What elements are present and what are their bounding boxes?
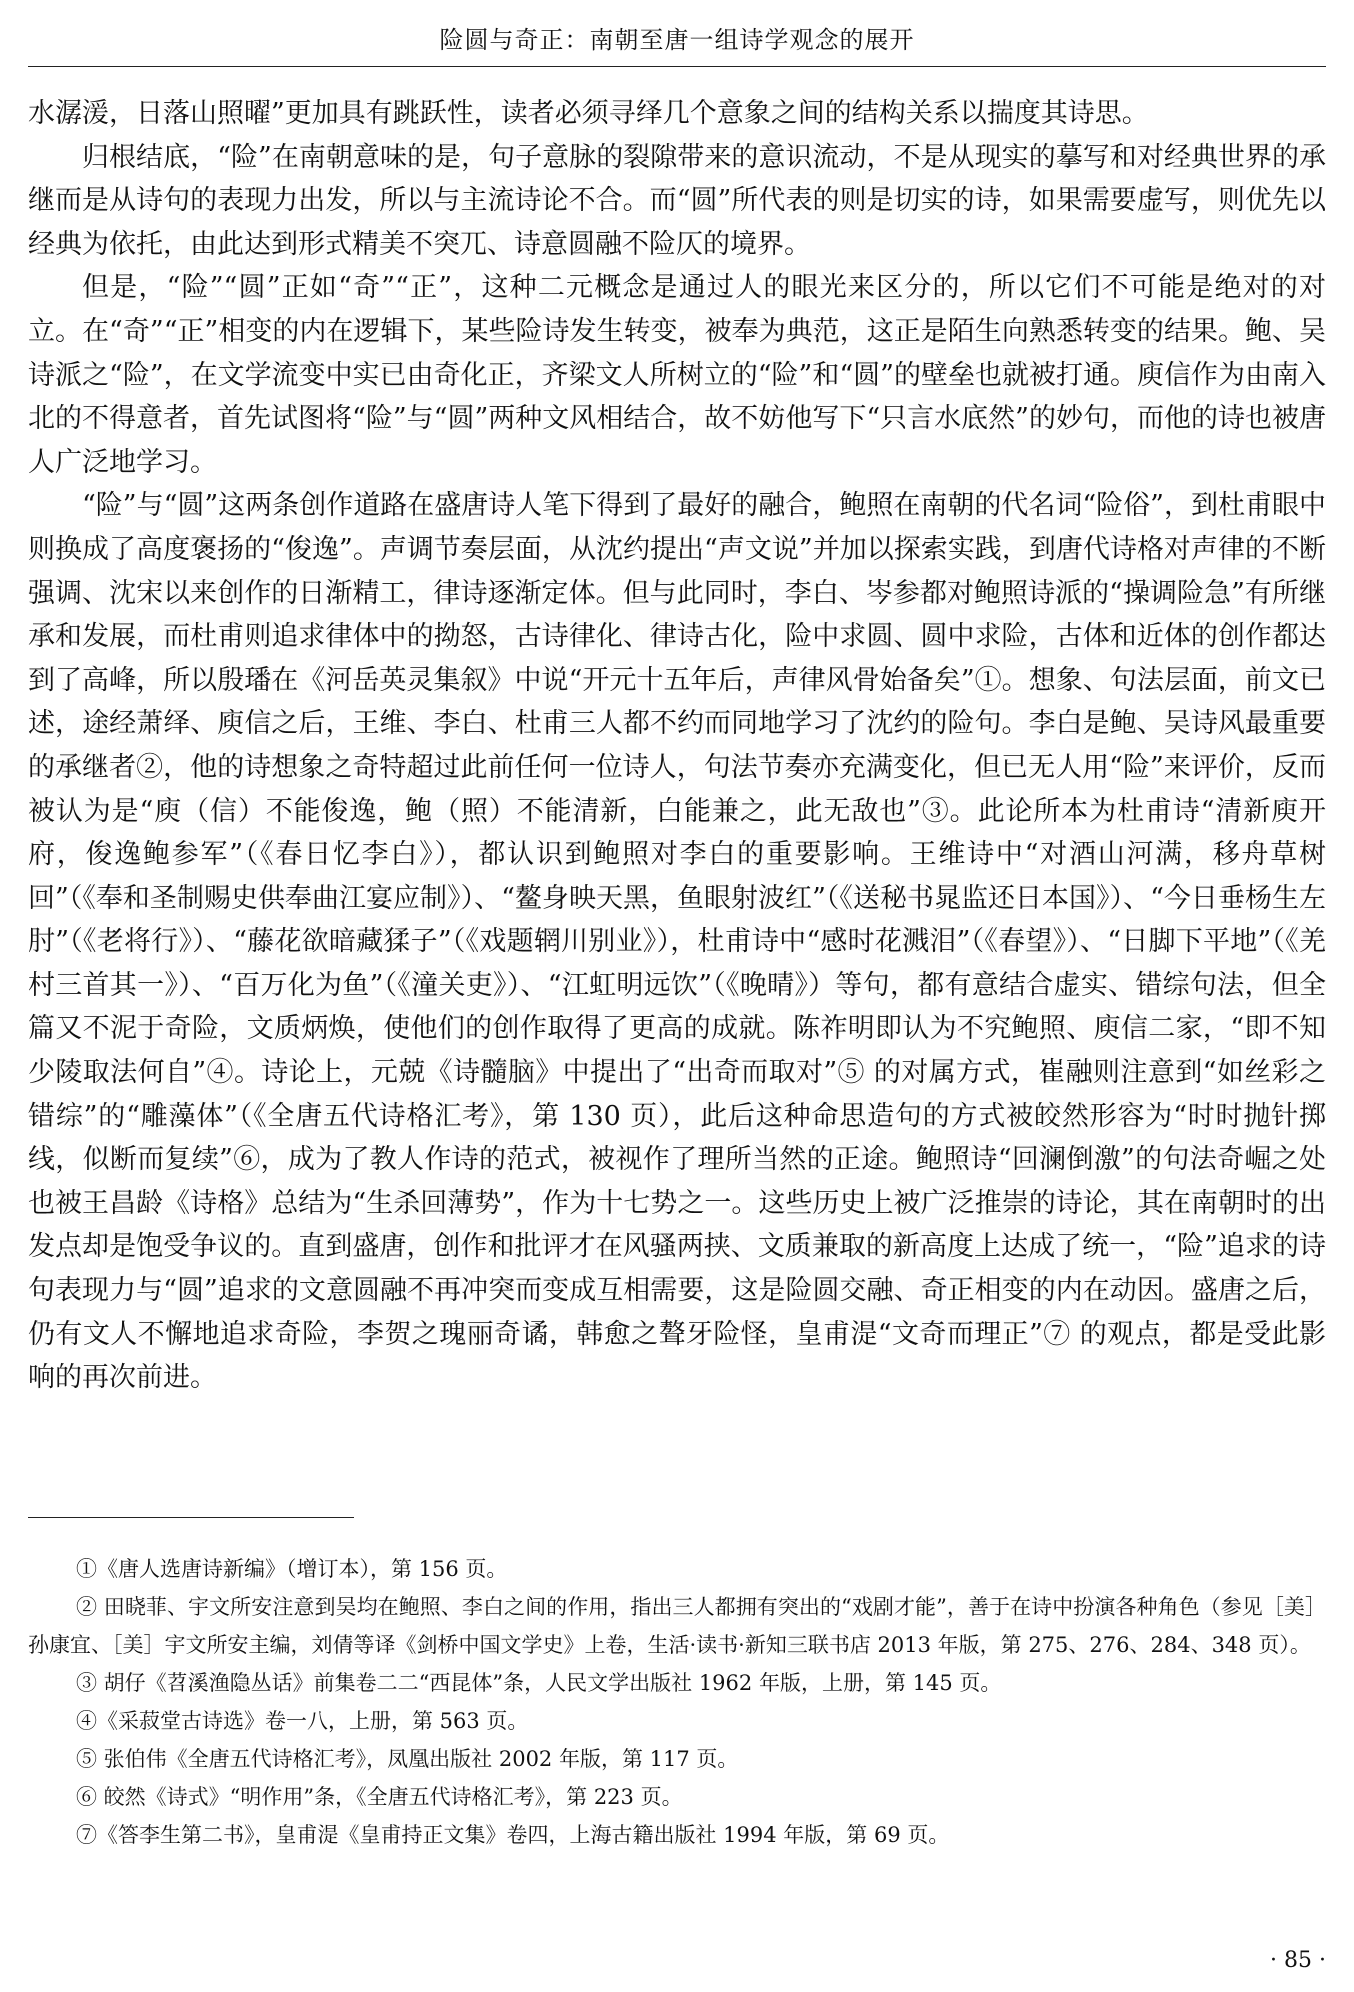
paragraph: 但是，“险”“圆”正如“奇”“正”，这种二元概念是通过人的眼光来区分的，所以它们不可能是绝对的对立。在“奇”“正”相变的内在逻辑下，某些险诗发生转变，被奉为典范，这正是陌生向熟悉转变的结果。鲍、吴诗派之“险”，在文学流变中实已由奇化正，齐梁文人所树立的“险”和“圆”的壁垒也就被打通。庾信作为由南入北的不得意者，首先试图将“险”与“圆”两种文风相结合，故不妨他写下“只言水底然”的妙句，而他的诗也被唐人广泛地学习。 (28, 272, 1326, 478)
footnote: ④《采菽堂古诗选》卷一八，上册，第 563 页。 (76, 1709, 529, 1733)
header-rule (28, 66, 1326, 67)
footnote: ⑦《答李生第二书》，皇甫湜《皇甫持正文集》卷四，上海古籍出版社 1994 年版，第 69 页。 (76, 1823, 950, 1847)
footnote: ③ 胡仔《苕溪渔隐丛话》前集卷二二“西昆体”条，人民文学出版社 1962 年版，上册，第 145 页。 (76, 1671, 1002, 1695)
paragraph-continued: 水潺湲，日落山照曜”更加具有跳跃性，读者必须寻绎几个意象之间的结构关系以揣度其诗思。 (28, 98, 1149, 129)
footnote: ② 田晓菲、宇文所安注意到吴均在鲍照、李白之间的作用，指出三人都拥有突出的“戏剧才能”，善于在诗中扮演各种角色（参见［美］孙康宜、［美］宇文所安主编，刘倩等译《剑桥中国文学史》上卷，生活·读书·新知三联书店 2013 年版，第 275、276、284、348 页）。 (28, 1595, 1326, 1657)
paragraph: “险”与“圆”这两条创作道路在盛唐诗人笔下得到了最好的融合，鲍照在南朝的代名词“险俗”，到杜甫眼中则换成了高度褒扬的“俊逸”。声调节奏层面，从沈约提出“声文说”并加以探索实践，到唐代诗格对声律的不断强调、沈宋以来创作的日渐精工，律诗逐渐定体。但与此同时，李白、岑参都对鲍照诗派的“操调险急”有所继承和发展，而杜甫则追求律体中的拗怒，古诗律化、律诗古化，险中求圆、圆中求险，古体和近体的创作都达到了高峰，所以殷璠在《河岳英灵集叙》中说“开元十五年后，声律风骨始备矣”①。想象、句法层面，前文已述，途经萧绎、庾信之后，王维、李白、杜甫三人都不约而同地学习了沈约的险句。李白是鲍、吴诗风最重要的承继者②，他的诗想象之奇特超过此前任何一位诗人，句法节奏亦充满变化，但已无人用“险”来评价，反而被认为是“庾（信）不能俊逸，鲍（照）不能清新，白能兼之，此无敌也”③。此论所本为杜甫诗“清新庾开府，俊逸鲍参军”（《春日忆李白》），都认识到鲍照对李白的重要影响。王维诗中“对酒山河满，移舟草树回”（《奉和圣制赐史供奉曲江宴应制》）、“鳌身映天黑，鱼眼射波红”（《送秘书晁监还日本国》）、“今日垂杨生左肘”（《老将行》）、“藤花欲暗藏猱子”（《戏题辋川别业》），杜甫诗中“感时花溅泪”（《春望》）、“日脚下平地”（《羌村三首其一》）、“百万化为鱼”（《潼关吏》）、“江虹明远饮”（《晚晴》）等句，都有意结合虚实、错综句法，但全篇又不泥于奇险，文质炳焕，使他们的创作取得了更高的成就。陈祚明即认为不究鲍照、庾信二家，“即不知少陵取法何自”④。诗论上，元兢《诗髓脑》中提出了“出奇而取对”⑤ 的对属方式，崔融则注意到“如丝彩之错综”的“雕藻体”（《全唐五代诗格汇考》，第 130 页），此后这种命思造句的方式被皎然形容为“时时抛针掷线，似断而复续”⑥，成为了教人作诗的范式，被视作了理所当然的正途。鲍照诗“回澜倒激”的句法奇崛之处也被王昌龄《诗格》总结为“生杀回薄势”，作为十七势之一。这些历史上被广泛推崇的诗论，其在南朝时的出发点却是饱受争议的。直到盛唐，创作和批评才在风骚两挟、文质兼取的新高度上达成了统一，“险”追求的诗句表现力与“圆”追求的文意圆融不再冲突而变成互相需要，这是险圆交融、奇正相变的内在动因。盛唐之后，仍有文人不懈地追求奇险，李贺之瑰丽奇谲，韩愈之聱牙险怪，皇甫湜“文奇而理正”⑦ 的观点，都是受此影响的再次前进。 (28, 490, 1326, 1394)
footnote: ①《唐人选唐诗新编》（增订本），第 156 页。 (76, 1557, 508, 1581)
footnote: ⑤ 张伯伟《全唐五代诗格汇考》，凤凰出版社 2002 年版，第 117 页。 (76, 1747, 739, 1771)
footnote-rule (28, 1517, 354, 1518)
running-head: 险圆与奇正：南朝至唐一组诗学观念的展开 (439, 26, 915, 54)
footnote: ⑥ 皎然《诗式》“明作用”条，《全唐五代诗格汇考》，第 223 页。 (76, 1785, 683, 1809)
page-number: · 85 · (1270, 1948, 1326, 1973)
body-text (28, 92, 1326, 1400)
paragraph: 归根结底，“险”在南朝意味的是，句子意脉的裂隙带来的意识流动，不是从现实的摹写和对经典世界的承继而是从诗句的表现力出发，所以与主流诗论不合。而“圆”所代表的则是切实的诗，如果需要虚写，则优先以经典为依托，由此达到形式精美不突兀、诗意圆融不险仄的境界。 (28, 141, 1326, 260)
footnotes (28, 1550, 1326, 1854)
